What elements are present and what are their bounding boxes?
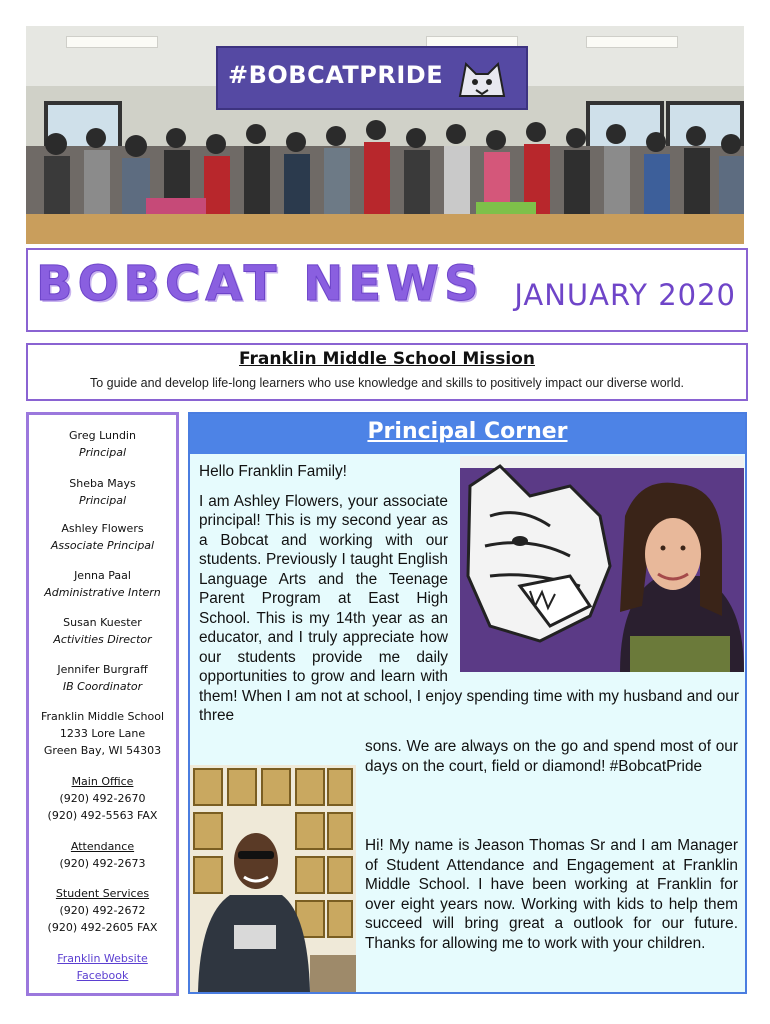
- student-services-fax: (920) 492-2605 FAX: [47, 921, 158, 934]
- hero-photo: [26, 26, 744, 244]
- mission-text: To guide and develop life-long learners who use knowledge and skills to positively impact our diverse world.: [89, 376, 685, 390]
- address-line: Green Bay, WI 54303: [43, 744, 162, 757]
- sidebar-links: [29, 950, 176, 984]
- staff-name: Jenna Paal: [74, 569, 131, 582]
- main-office-fax: (920) 492-5563 FAX: [47, 809, 158, 822]
- staff-entry: [29, 614, 176, 648]
- newsletter-title: BOBCAT NEWS: [36, 256, 484, 312]
- staff-role: IB Coordinator: [62, 680, 143, 693]
- bobcat-mural-portrait: [460, 456, 744, 672]
- jeason-thomas-photo: [190, 765, 356, 992]
- greeting: Hello Franklin Family!: [199, 463, 347, 480]
- staff-entry: [29, 427, 176, 461]
- staff-name: Jennifer Burgraff: [57, 663, 148, 676]
- ashley-flowers-photo: [460, 456, 744, 672]
- mission-box: [26, 343, 748, 401]
- staff-role: Administrative Intern: [44, 586, 161, 599]
- main-office-label: Main Office: [71, 775, 134, 788]
- mission-heading: Franklin Middle School Mission: [239, 349, 535, 369]
- franklin-website-link[interactable]: Franklin Website: [57, 952, 148, 965]
- staff-role: Principal: [78, 446, 127, 459]
- masthead: [26, 248, 748, 332]
- staff-name: Sheba Mays: [69, 477, 136, 490]
- attendance-label: Attendance: [70, 840, 135, 853]
- ashley-paragraph: I am Ashley Flowers, your associate principal! This is my second year as a Bobcat and working with our students. Previously I taught English Language Arts and the Teenage Parent Program at East High School. This is my 14th year as an educator, and I truly appreciate how our students provide me daily opportunities to grow and learn with them! When I am not at school, I enjoy spending time with my husband and our three: [199, 492, 739, 724]
- staff-entry: [29, 520, 176, 554]
- staff-name: Greg Lundin: [69, 429, 136, 442]
- staff-role: Associate Principal: [50, 539, 155, 552]
- jeason-paragraph: Hi! My name is Jeason Thomas Sr and I am Manager of Student Attendance and Engagement at Franklin Middle School. I have been working at Franklin for over eight years now. Working with kids to help them succeed will bring great a outlook for our future. Thanks for allowing me to work with your children.: [365, 837, 738, 952]
- student-services-phone: (920) 492-2672: [59, 904, 146, 917]
- plaque-wall-portrait: [190, 765, 356, 992]
- banner-text: #BOBCATPRIDE: [228, 61, 444, 89]
- staff-sidebar: [26, 412, 179, 996]
- students-crowd: [26, 26, 744, 244]
- main-office-phone: (920) 492-2670: [59, 792, 146, 805]
- staff-role: Activities Director: [53, 633, 152, 646]
- staff-name: Ashley Flowers: [61, 522, 144, 535]
- staff-entry: [29, 661, 176, 695]
- address-line: 1233 Lore Lane: [59, 727, 146, 740]
- student-services-contact: [29, 885, 176, 936]
- staff-entry: [29, 475, 176, 509]
- attendance-phone: (920) 492-2673: [59, 857, 146, 870]
- staff-role: Principal: [78, 494, 127, 507]
- staff-entry: [29, 567, 176, 601]
- principal-corner-header: [190, 414, 745, 454]
- principal-corner-title: Principal Corner: [367, 419, 568, 444]
- cafeteria-table: [26, 214, 744, 244]
- address-line: Franklin Middle School: [40, 710, 165, 723]
- student-services-label: Student Services: [55, 887, 150, 900]
- issue-date: JANUARY 2020: [514, 278, 736, 312]
- main-office-contact: [29, 773, 176, 824]
- facebook-link[interactable]: Facebook: [76, 969, 129, 982]
- attendance-contact: [29, 838, 176, 872]
- school-address: [29, 708, 176, 759]
- ashley-paragraph-continued: sons. We are always on the go and spend most of our days on the court, field or diamond! #BobcatPride: [365, 738, 738, 775]
- staff-name: Susan Kuester: [63, 616, 142, 629]
